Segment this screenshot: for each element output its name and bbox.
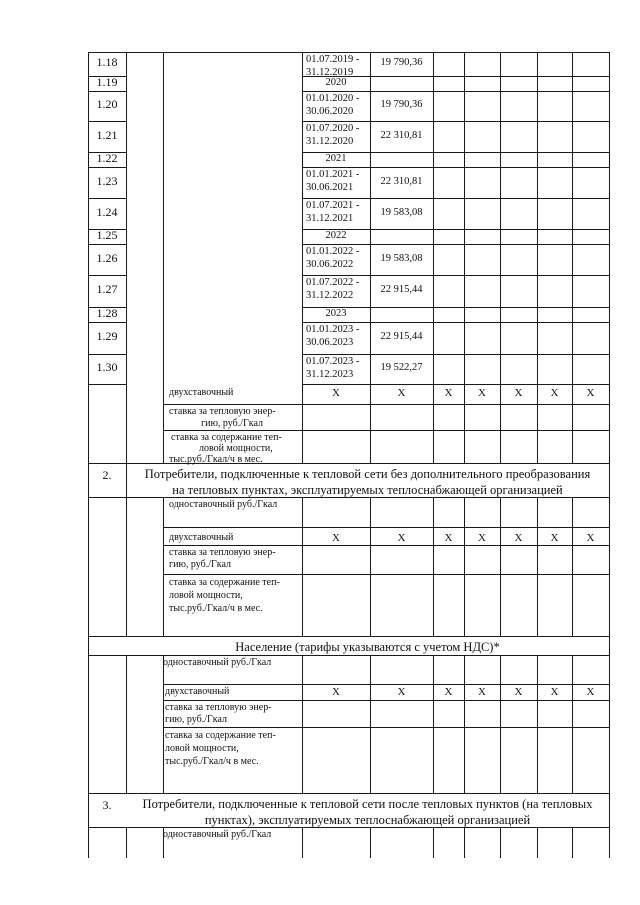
period-start: 01.01.2022 - [306,246,360,257]
x-mark: X [478,532,486,544]
period-end: 30.06.2021 [306,182,354,193]
col-line [572,655,573,794]
section-title: Потребители, подключенные к тепловой сети без дополнительного преобразования [144,467,591,481]
capacity-rate-label: ставка за содержание теп- [165,730,276,741]
row-number: 1.22 [96,150,118,165]
one-part-label: одноставочный руб./Гкал [163,657,272,668]
period-start: 01.01.2023 - [306,324,360,335]
one-part-label: одноставочный руб./Гкал [169,499,278,510]
x-mark: X [332,686,340,698]
col-line [537,52,538,464]
row-number: 1.23 [96,173,118,188]
row-number: 1.27 [96,282,118,296]
row-line [163,700,610,701]
row-line-num [88,91,127,92]
col-line [126,463,127,637]
col-line [433,497,434,637]
col-line [370,52,371,464]
x-mark: X [444,686,453,698]
col-line [500,52,501,464]
col-line [433,655,434,794]
section-title: пунктах), эксплуатируемых теплоснабжающей организацией [204,813,531,827]
row-line [88,497,610,498]
energy-rate-label: ставка за тепловую энер- [165,702,272,713]
period-start: 01.07.2023 - [306,356,360,367]
period-start: 01.07.2021 - [306,200,360,211]
two-part-label: двухставочный [169,387,234,398]
energy-rate-label: гию, руб./Гкал [165,714,228,725]
x-mark: X [586,532,595,544]
section-title: Потребители, подключенные к тепловой сети после тепловых пунктов (на тепловых [142,797,593,811]
row-line-values [302,91,610,92]
col-line [464,827,465,858]
row-line-num [88,275,127,276]
tariff-value: 22 310,81 [380,175,423,187]
row-line [88,655,610,656]
row-number: 1.19 [96,74,118,89]
capacity-rate-label: ловой мощности, [165,743,239,754]
tariff-value: 22 915,44 [380,284,423,295]
row-number: 1.28 [96,305,118,320]
population-title: Население (тарифы указываются с учетом НДС)* [235,640,500,654]
col-line [500,497,501,637]
left-border [88,463,89,637]
energy-rate-label: гию, руб./Гкал [201,418,264,429]
energy-rate-label: гию, руб./Гкал [169,559,232,570]
col-line [302,827,303,858]
x-mark: X [550,686,559,698]
row-number: 1.30 [96,360,118,374]
col-line [433,827,434,858]
col-line [572,52,573,464]
row-line [88,827,610,828]
section-line [88,463,610,464]
capacity-rate-label: тыс.руб./Гкал/ч в мес. [169,603,263,614]
col-line [572,827,573,858]
two-part-label: двухставочный [165,686,230,697]
col-line [370,827,371,858]
row-line-values [302,244,610,245]
col-line [572,497,573,637]
col-line [126,827,127,858]
col-line [370,655,371,794]
two-part-label: двухставочный [169,532,234,543]
x-mark: X [550,532,559,544]
row-line [163,527,610,528]
col-line [163,52,164,464]
col-line [537,497,538,637]
row-line-values [302,167,610,168]
tariff-value: 19 790,36 [380,99,423,110]
energy-rate-label: ставка за тепловую энер- [169,406,276,417]
period-end: 31.12.2019 [306,67,354,78]
left-border [88,52,89,464]
period-end: 30.06.2022 [306,259,354,270]
capacity-rate-label: ловой мощности, [199,443,273,454]
year-label: 2020 [325,76,347,88]
row-line-values [302,384,610,385]
row-line [163,404,610,405]
col-line [302,655,303,794]
row-line-values [302,198,610,199]
period-end: 31.12.2021 [306,213,354,224]
row-number: 1.20 [96,97,118,111]
row-line [163,727,610,728]
x-mark: X [444,387,453,399]
period-start: 01.07.2020 - [306,123,360,134]
row-number: 1.26 [96,250,118,265]
row-line-num [88,167,127,168]
col-line [163,655,164,794]
section-title: на тепловых пунктах, эксплуатируемых теплоснабжающей организацией [172,483,563,497]
row-line [163,430,610,431]
row-number: 1.25 [96,227,118,242]
row-number: 1.21 [96,127,118,142]
right-border [609,52,610,464]
year-label: 2023 [325,307,347,319]
section-line [88,793,610,794]
left-border [88,636,89,794]
tariff-value: 19 583,08 [380,252,423,264]
row-number: 1.29 [96,329,118,343]
row-line-values [302,121,610,122]
x-mark: X [332,532,340,544]
row-number: 1.24 [96,204,118,219]
x-mark: X [332,387,340,399]
capacity-rate-label: ловой мощности, [169,590,243,601]
energy-rate-label: ставка за тепловую энер- [169,547,276,558]
tariff-table [88,52,610,858]
col-line [126,52,127,464]
col-line [433,52,434,464]
period-end: 31.12.2020 [306,136,354,147]
row-line-values [302,275,610,276]
row-number: 1.18 [96,55,118,69]
year-label: 2021 [325,152,347,164]
one-part-label: одноставочный руб./Гкал [163,829,272,840]
row-line-num [88,384,127,385]
row-line-values [302,322,610,323]
x-mark: X [586,686,595,698]
tariff-value: 19 522,27 [380,362,423,373]
x-mark: X [397,686,406,698]
row-line-values [302,354,610,355]
period-start: 01.07.2019 - [306,54,360,65]
x-mark: X [397,532,406,544]
period-start: 01.01.2021 - [306,169,360,180]
year-label: 2022 [325,229,347,241]
section-line [88,636,610,637]
capacity-rate-label: ставка за содержание теп- [169,577,280,588]
tariff-value: 22 310,81 [380,129,423,141]
top-border [88,52,610,53]
row-line-num [88,198,127,199]
col-line [302,497,303,637]
col-line [163,497,164,637]
col-line [464,497,465,637]
period-start: 01.01.2020 - [306,93,360,104]
tariff-value: 19 583,08 [380,206,423,218]
left-border [88,793,89,858]
period-end: 31.12.2023 [306,369,354,380]
x-mark: X [478,387,486,399]
row-line [163,684,610,685]
col-line [537,655,538,794]
col-line [126,655,127,794]
x-mark: X [586,387,595,399]
col-line [500,655,501,794]
row-line-num [88,322,127,323]
x-mark: X [444,532,453,544]
x-mark: X [514,387,523,399]
row-line-num [88,244,127,245]
tariff-value: 22 915,44 [380,331,423,342]
col-line [464,52,465,464]
period-end: 30.06.2020 [306,106,354,117]
col-line [537,827,538,858]
period-end: 30.06.2023 [306,337,354,348]
section-number: 3. [102,798,112,812]
period-start: 01.07.2022 - [306,277,360,288]
x-mark: X [514,532,523,544]
right-border [609,636,610,794]
x-mark: X [397,387,406,399]
col-line [302,52,303,464]
capacity-rate-label: тыс.руб./Гкал/ч в мес. [169,454,263,465]
col-line [370,497,371,637]
row-line [163,574,610,575]
right-border [609,463,610,637]
row-line-num [88,121,127,122]
capacity-rate-label: тыс.руб./Гкал/ч в мес. [165,756,259,767]
x-mark: X [550,387,559,399]
right-border [609,793,610,858]
x-mark: X [514,686,523,698]
x-mark: X [478,686,486,698]
row-line [163,545,610,546]
capacity-rate-label: ставка за содержание теп- [171,432,282,443]
period-end: 31.12.2022 [306,290,354,301]
col-line [464,655,465,794]
tariff-value: 19 790,36 [380,57,423,68]
section-number: 2. [102,468,112,482]
col-line [500,827,501,858]
row-line-num [88,354,127,355]
